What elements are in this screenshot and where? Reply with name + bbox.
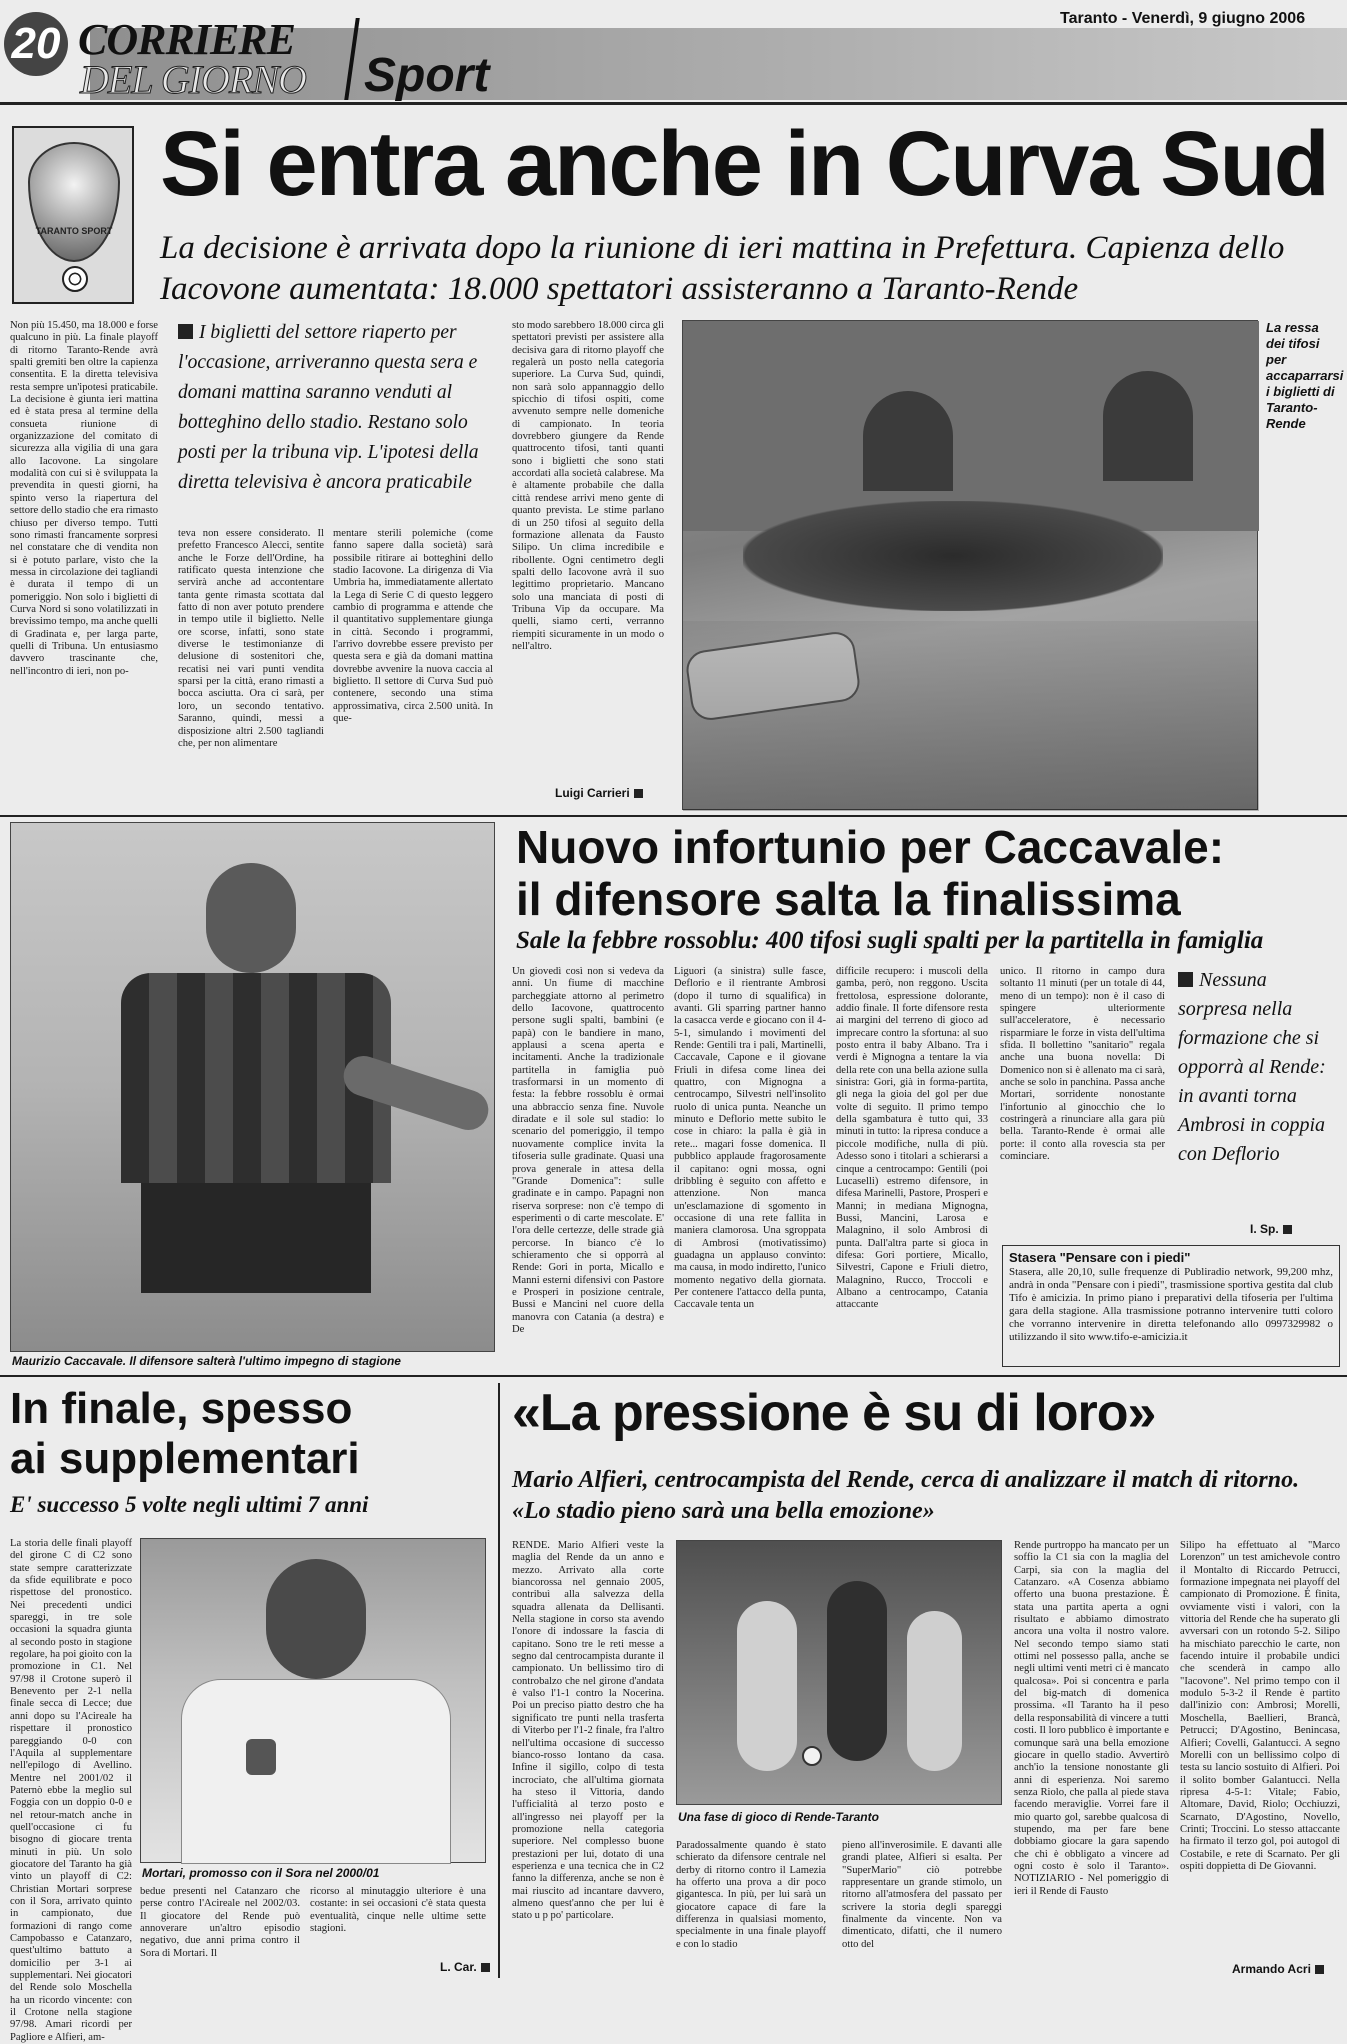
story4-col3: pieno all'inverosimile. E davanti alle grandi platee, Alfieri si esalta. Per "SuperMario" ciò potrebbe rappresentare un grande stimolo, un ritorno all'atmosfera del passato per scrivere la storia degli spareggi finalmente da vincente. Non va dimenticato, difatti, che il numero otto del [842, 1840, 1002, 1950]
byline-text: I. Sp. [1250, 1222, 1279, 1236]
ball-icon [62, 266, 88, 292]
story3-photo-caption: Mortari, promosso con il Sora nel 2000/01 [142, 1866, 380, 1880]
story1-highlight [178, 318, 498, 518]
story2-col2: Liguori (a sinistra) sulle fasce, Deflorio e il rientrante Ambrosi (dopo il turno di squalifica) in avanti. Gli sparring partner hanno la casacca verde e giocano con il 4-5-1, simulando i movimenti del Rende: Gentili tra i pali, Martinelli, Caccavale, Capone e il giovane Friuli in difesa come linea dei quattro, con Mignogna a centrocampo, Silvestri nell'insolito ruolo di unica punta. Neanche un minuto e Deflorio mette subito le cose in chiaro: la palla è già in rete... magari fosse domenica. Il pubblico applaude fragorosamente il capitano: ogni mossa, ogni dribbling è seguito con affetto e attenzione. Non manca un'esclamazione di sgomento in occasione di una rete fallita in maniera clamorosa. Una sgroppata di Ambrosi (motivatissimo) guadagna un applauso convinto: ma causa, in modo indiretto, l'unico momento negativo della giornata. Per contenere l'attacco della punta, Caccavale tenta un [674, 966, 826, 1311]
page-number: 20 [4, 12, 68, 76]
bullet-square [1178, 972, 1193, 987]
player-shirt [181, 1679, 451, 1864]
story2-sidebar [1178, 966, 1338, 1216]
bullet-square [178, 324, 193, 339]
story2-headline-line2: il difensore salta la finalissima [516, 873, 1181, 925]
story4-photo-caption: Una fase di gioco di Rende-Taranto [678, 1810, 879, 1824]
story1-highlight-text: I biglietti del settore riaperto per l'occasione, arriveranno questa sera e domani mattina saranno venduti al botteghino dello stadio. Restano solo posti per la tribuna vip. L'ipotesi della diretta televisiva è ancora praticabile [178, 322, 479, 493]
story2-photo-caption: Maurizio Caccavale. Il difensore salterà l'ultimo impegno di stagione [12, 1354, 401, 1368]
end-square [634, 789, 643, 798]
story4-col4: Rende purtroppo ha mancato per un soffio la C1 sia con la maglia del Carpi, sia con la maglia del Catanzaro. «A Cosenza abbiamo offerto una buona prestazione. È stata una partita aperta a ogni risultato e abbiamo dimostrato ancora una volta il nostro valore. Nel secondo tempo siamo stati ottimi nel possesso palla, anche se negli ultimi venti metri ci è mancato qualcosa». Poi si concentra e parla del big-match di domenica prossima. «Il Taranto ha il peso della responsabilità di vincere a tutti costi. Il loro pubblico è importante e comunque sarà una bella emozione giocare in quello stadio. Avvertirò anch'io la tensione nonostante gli anni di esperienza. Noi saremo senza Riolo, che palla al piede stava facendo meraviglie. Vorrei fare il mio quarto gol, sarebbe qualcosa di stupendo, ma per fare bene dobbiamo giocare la gara sapendo che chi è obbligato a vincere ad ogni costo è solo il Taranto». NOTIZIARIO - Nel pomeriggio di ieri il Rende di Fausto [1014, 1540, 1169, 1897]
story1-photo [682, 320, 1258, 810]
player-1 [737, 1601, 797, 1771]
player-head [266, 1559, 366, 1679]
story4-headline: «La pressione è su di loro» [512, 1384, 1156, 1442]
story1-deck: La decisione è arrivata dopo la riunione di ieri mattina in Prefettura. Capienza dello Iacovone aumentata: 18.000 spettatori assisteranno a Taranto-Rende [160, 230, 1285, 307]
paper-name: CORRIERE [78, 15, 295, 64]
byline-text: Luigi Carrieri [555, 786, 630, 800]
story4-col2: Paradossalmente quando è stato schierato da difensore centrale nel derby di ritorno contro il Lamezia ha offerto una prova a dir poco gigantesca. In più, per lui sarà un giocatore capace di fare la differenza in qualsiasi momento, specialmente in una finale playoff e con lo stadio [676, 1840, 826, 1950]
taranto-sport-logo [12, 126, 134, 304]
story3-col2: bedue presenti nel Catanzaro che perse contro l'Acireale nel 2002/03. Il giocatore del Rende può annoverare un'altro episodio negativo, due anni prima contro il Sora di Mortari. Il [140, 1886, 300, 1959]
shield-icon [28, 142, 120, 262]
crowd [743, 501, 1163, 611]
story3-byline [440, 1960, 490, 1974]
player-shorts [141, 1183, 371, 1293]
story2-headline-line1: Nuovo infortunio per Caccavale: [516, 821, 1225, 873]
player-2 [827, 1581, 887, 1761]
radio-box [1002, 1245, 1340, 1367]
window-arch-1 [863, 391, 953, 491]
story2-col1: Un giovedì così non si vedeva da anni. Un fiume di macchine parcheggiate attorno al perimetro dello Iacovone, quattrocento persone sugli spalti, bambini (e papà) con le bandiere in mano, applausi a scena aperta e incitamenti. Anche la tradizionale partitella in famiglia può trasformarsi in un momento di festa: la febbre rossoblu è ormai una abbraccio senza fine. Nuvole diradate e il sole sul stadio: lo scenario del pomeriggio, il tempo nuovamente complice invita la tifoseria sulle gradinate. Quasi una prova generale in attesa della "Grande Domenica": sulle gradinate e in campo. Papagni non riserva sorprese: non c'è tempo di esperimenti o di carte mescolate. E' l'ora delle certezze, delle strade già percorse. In bianco c'è lo schieramento che si opporrà al Rende: Gori in porta, Micallo e Manni esterni difensivi con Pastore e Prosperi in posizione centrale, Bussi e Mancini nel cuore della manovra con Catania (a destra) e De [512, 966, 664, 1335]
rule-2 [0, 1375, 1347, 1377]
logo-text: TARANTO SPORT [35, 226, 113, 236]
story3-headline-line2: ai supplementari [10, 1434, 360, 1483]
story3-col3: ricorso al minutaggio ulteriore è una costante: in sei occasioni c'è stata questa eventualità, cinque nelle ultime sette stagioni. [310, 1886, 486, 1935]
end-square [1283, 1225, 1292, 1234]
street [683, 621, 1259, 811]
rule-1 [0, 815, 1347, 817]
radio-box-title: Stasera "Pensare con i piedi" [1009, 1250, 1191, 1265]
story1-col3: mentare sterili polemiche (come fanno sapere dalla società) sarà possibile ritirare ai botteghini dello stadio Iacovone. La dirigenza di Via Umbria ha, immediatamente allertato la Lega di Serie C di questo leggero cambio di programma e attende che il quantitativo supplementare giunga in città. Secondo i programmi, l'arrivo dovrebbe essere previsto per questa sera e già da domani mattina dovrebbe avvenire la nuova caccia al biglietto. Il settore di Curva Sud può contenere, secondo una stima approssimativa, circa 2.500 unità. In que- [333, 528, 493, 725]
end-square [481, 1963, 490, 1972]
byline-text: Armando Acri [1232, 1962, 1311, 1976]
date-line: Taranto - Venerdì, 9 giugno 2006 [1060, 10, 1306, 27]
story1-byline [555, 786, 675, 800]
story4-col5: Silipo ha effettuato al "Marco Lorenzon" un test amichevole contro il Montalto di Riccardo Petrucci, formazione impegnata nei playoff del campionato di Promozione. È finita, ovviamente visti i valori, con la vittoria del Rende che ha superato gli avversari con un rotondo 5-2. Silipo ha mischiato parecchio le carte, non facendo intuire il probabile undici che scenderà in campo allo "Iacovone". Nel primo tempo con il modulo 5-3-2 il Rende è partito dall'inizio con: Ambrosi; Morelli, Moschella, Baellieri, Brancà, Petrucci; D'Agostino, Benincasa, Alfieri; Covelli, Galantucci. A segno Morelli con un bellissimo colpo di testa su lancio sostuito di Alfieri. Poi il solito bomber Galantucci. Nella ripresa 4-5-1: Vitale; Fabio, Altomare, David, Riolo; Occhiuzzi, Scarnato, D'Agostino, Novello, Crinti; Troccini. Lo stesso attaccante ha firmato il terzo gol, poi autogol di Costabile, e rete di Scarnato. Per gli ospiti doppietta di De Giovanni. [1180, 1540, 1340, 1872]
story2-sidebar-text: Nessuna sorpresa nella formazione che si opporrà al Rende: in avanti torna Ambrosi in coppia con Deflorio [1178, 969, 1326, 1165]
story3-headline-line1: In finale, spesso [10, 1384, 353, 1433]
shirt-badge [246, 1739, 276, 1775]
byline-text: L. Car. [440, 1960, 477, 1974]
story2-byline [1250, 1222, 1292, 1236]
window-arch-2 [1103, 371, 1193, 481]
story4-photo [676, 1540, 1002, 1805]
masthead-rule [0, 102, 1347, 105]
paper-name-sub: DEL GIORNO [80, 57, 306, 102]
story1-photo-caption: La ressa dei tifosi per accaparrarsi i biglietti di Taranto-Rende [1266, 320, 1344, 431]
story3-photo [140, 1538, 486, 1863]
radio-box-text: Stasera, alle 20,10, sulle frequenze di Publiradio network, 99,200 mhz, andrà in onda "Pensare con i piedi", trasmissione sportiva gestita dal club Tifo è amicizia. In primo piano i preparativi della tifoseria per l'ultima gara della stagione. Alla trasmissione potranno intervenire tutti coloro che vorranno intervenire in diretta telefonando allo 0997329982 o utilizzando il sito www.tifo-e-amicizia.it [1009, 1266, 1333, 1343]
story1-headline: Si entra anche in Curva Sud [160, 113, 1328, 215]
player-head [206, 863, 296, 973]
story4-byline [1232, 1962, 1324, 1976]
story4-deck: Mario Alfieri, centrocampista del Rende, cerca di analizzare il match di ritorno. «Lo stadio pieno sarà una bella emozione» [512, 1467, 1300, 1524]
story2-col3: difficile recupero: i muscoli della gamba, però, non reggono. Uscita frettolosa, espressione dolorante, addio finale. Il forte difensore resta ai margini del terreno di gioco ad imprecare contro la sfortuna: al suo posto entra il baby Albano. Tra i verdi è Mignogna a tentare la via della rete con una bella azione sulla sinistra: Gori, già in forma-partita, gli nega la gioia del gol per due volte di seguito. Il primo tempo della sgambatura è tutto qui, 33 minuti in tutto: la ripresa conduce a piccole modifiche, nulla di più. Adesso sono i titolari a schierarsi a cinque a centrocampo: Gentili (poi Lucaselli) estremo difensore, in difesa Marinelli, Pastore, Prosperi e Manni; in mediana Mignogna, Bussi, Mancini, Larosa e Malagnino, il solo Ambrosi di punta. Dall'altra parte si gioca in difesa: Gori portiere, Micallo, Silvestri, Capone e Friuli dietro, Malagnino, Rucco, Troccoli e Albano a centrocampo, Catania attaccante [836, 966, 988, 1311]
section-title: Sport [364, 49, 490, 102]
story1-col2: teva non essere considerato. Il prefetto Francesco Alecci, sentite anche le Forze dell'Ordine, ha ratificato questa intenzione che servirà anche ad accontentare tanta gente rimasta scottata dal fatto di non aver potuto prendere in tempo utile il biglietto. Nelle ore scorse, infatti, sono state diverse le testimonianze di delusione di sostenitori che, recatisi nei vari punti vendita sparsi per la città, erano rimasti a bocca asciutta. Ora ci sarà, per loro, un secondo tentativo. Saranno, quindi, messi a disposizione altri 2.500 tagliandi che, per non alimentare [178, 528, 324, 749]
story2-photo [10, 822, 495, 1352]
story2-col4: unico. Il ritorno in campo dura soltanto 11 minuti (per un totale di 44, meno di un tempo): non è il caso di spingere ulteriormente sull'acceleratore, è necessario risparmiare le forze in vista dell'ultima sfida. Il bollettino "sanitario" regala anche una buona novella: Di Domenico non si è allenato ma ci sarà, anche se solo in panchina. Passa anche Mortari, sorridente nonostante l'infortunio al ginocchio che lo costringerà a rinunciare alla gara più bella. Taranto-Rende è ormai alle porte: il conto alla rovescia sta per cominciare. [1000, 966, 1165, 1163]
end-square [1315, 1965, 1324, 1974]
story3-col1: La storia delle finali playoff del girone C di C2 sono state sempre caratterizzate da sfide equilibrate e poco rispettose del pronostico. Nei precedenti undici spareggi, in tre sole occasioni la squadra giunta al secondo posto in stagione regolare, ha poi gioito con la promozione in C1. Nel 97/98 il Crotone superò il Benevento per 2-1 nella finale secca di Lecce; due anni dopo su l'Acireale ha rispettare il pronostico pareggiando 0-0 con l'Aquila al supplementare nell'epilogo di Avellino. Mentre nel 2001/02 il Paternò ebbe la meglio sul Foggia con un doppio 0-0 e nel retour-match anche in quell'occasione ci fu bisogno di giocare trenta minuti in più. Un solo giocatore del Taranto ha già vinto un playoff di C2: Christian Mortari sorprese con il Sora, arrivato quinto in campionato, due formazioni di rango come Campobasso e Catanzaro, quest'ultimo battuto a domicilio per 3-1 ai supplementari. Nei giocatori del Rende solo Moschella ha un ricordo vincente: con il Crotone nella stagione 97/98. Amari ricordi per Pagliore e Alfieri, am- [10, 1538, 132, 2043]
story1-col1: Non più 15.450, ma 18.000 e forse qualcuno in più. La finale playoff di ritorno Taranto-Rende avrà spalti gremiti ben oltre la capienza consentita. E la diretta televisiva resta sempre un'ipotesi praticabile. La decisione è giunta ieri mattina ed è stata presa al termine della consueta riunione di organizzazione del comitato di sicurezza alla vigilia di una gara allo Iacovone. La singolare modalità con cui si è sviluppata la prevendita in questi giorni, ha spinto verso la riapertura del settore dello stadio che era rimasto chiuso per diverso tempo. Tutti sono rimasti francamente sorpresi nel constatare che di vendita non si è potuto parlare, visto che la messa in circolazione dei tagliandi è durata il tempo di un pomeriggio. Non solo i biglietti di Curva Nord si sono volatilizzati in brevissimo tempo, ma anche quelli di Gradinata e, per larga parte, quelli di Tribuna. Un entusiasmo davvero trascinante che, nell'incontro di ieri, non po- [10, 320, 158, 677]
player-3 [907, 1611, 962, 1771]
masthead [0, 0, 1347, 105]
story4-col1: RENDE. Mario Alfieri veste la maglia del Rende da un anno e mezzo. Arrivato alla corte biancorossa nel gennaio 2005, contribuì alla salvezza della squadra allenata da Dellisanti. Nella stagione in corso sta avendo l'onore di indossare la fascia di capitano. Sono tre le reti messe a segno dal centrocampista durante il campionato. Un bellissimo tiro di controbalzo che nel girone d'andata è valso l'1-1 contro la Nocerina. Poi un preciso piatto destro che ha significato tre punti nella trasferta di Viterbo per l'1-2 finale, fra l'altro nell'ultima occasione di successo bianco-rosso lontano da casa. Infine il sigillo, colpo di testa incrociato, che all'ultima giornata ha steso il Vittoria, dando l'ufficialità al terzo posto e all'ingresso nei playoff per la promozione nella categoria superiore. Nel complesso buone prestazioni per lui, dotato di una esperienza e una tecnica che in C2 fanno la differenza, anche se non è mai riuscito ad incantare davvero, almeno quest'anno che per lui è stato u p po' particolare. [512, 1540, 664, 1922]
story1-col4: sto modo sarebbero 18.000 circa gli spettatori previsti per assistere alla decisiva gara di ritorno playoff che regalerà un posto nella categoria superiore. La Curva Sud, quindi, non sarà solo appannaggio dello spicchio di tifosi ospiti, come avvenuto sempre nelle domeniche di campionato. In teoria dovrebbero giungere da Rende quattrocento tifosi, tanti quanti sono i biglietti che sono stati accordati alla società calabrese. Ma è altamente probabile che dalla città rendese arrivi meno gente di quanto prevista. Le stime parlano di un 250 tifosi al seguito della formazione allenata da Fausto Silipo. Un clima incredibile e ribollente. Ogni centimetro degli spalti dello Iacovone avrà il suo legittimo proprietario. Mancano solo una manciata di posti di Tribuna Vip da occupare. Ma quelli, siamo certi, verranno riempiti sicuramente in un modo o nell'altro. [512, 320, 664, 652]
story2-deck: Sale la febbre rossoblu: 400 tifosi sugli spalti per la partitella in famiglia [516, 927, 1264, 954]
story3-deck: E' successo 5 volte negli ultimi 7 anni [10, 1492, 369, 1517]
ball-icon [802, 1746, 822, 1766]
vertical-rule [498, 1383, 500, 1978]
